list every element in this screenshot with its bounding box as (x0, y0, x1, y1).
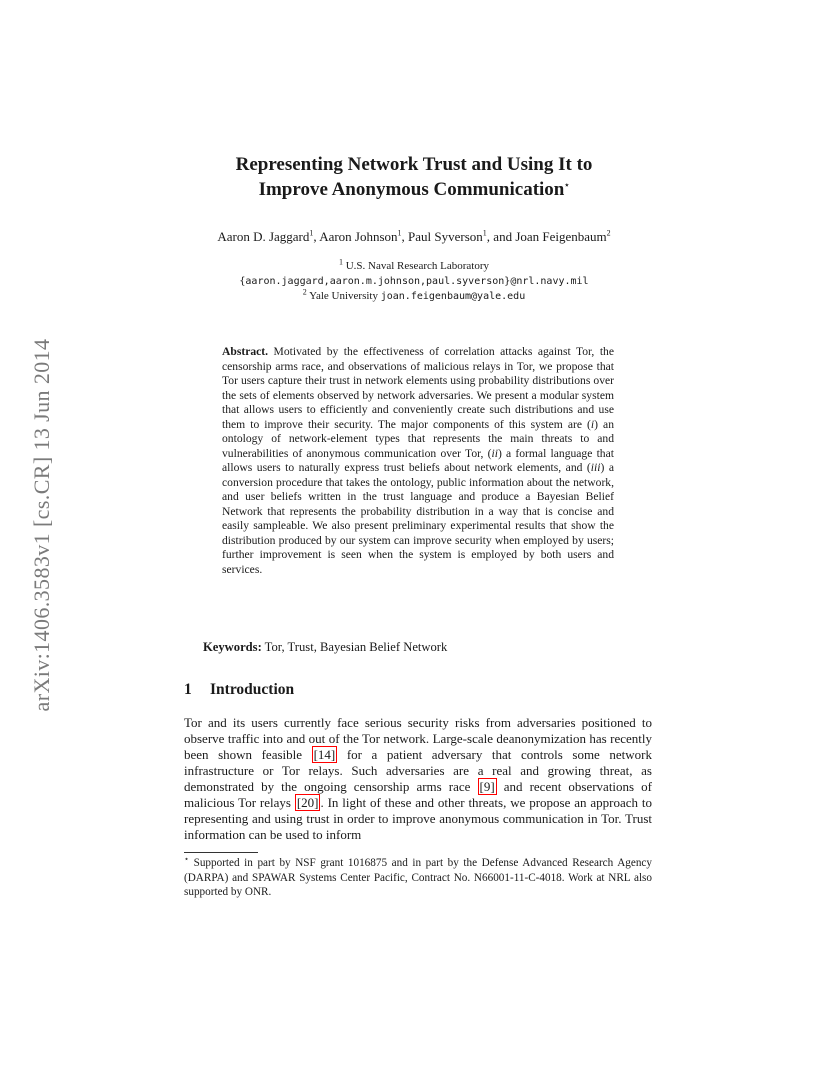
abstract-label: Abstract. (222, 345, 269, 358)
affiliation-number: 1 (338, 257, 343, 267)
author-affiliation: 1 (309, 228, 314, 238)
paper-title (0, 152, 828, 202)
body-text: and recent observations of malicious Tor relays (184, 779, 652, 810)
abstract-roman-numeral: i (590, 417, 595, 431)
affiliation-2-email: joan.feigenbaum@yale.edu (380, 291, 526, 302)
section-title: Introduction (210, 681, 295, 698)
affiliation-1-email: {aaron.jaggard,aaron.m.johnson,paul.syverson}@nrl.navy.mil (239, 276, 589, 287)
body-text: . In light of these and other threats, we propose an approach to representing and using trust in order to improve anonymous communication in Tor. Trust information can be used to inform (184, 795, 652, 842)
title-line-2: Improve Anonymous Communication⋆ (258, 179, 570, 200)
author-affiliation: 2 (606, 228, 611, 238)
citation-link[interactable]: [20] (296, 795, 319, 810)
citation-link[interactable]: [9] (479, 779, 495, 794)
abstract-text: ) a conversion procedure that takes the ontology, public information about the network, and user beliefs written in the trust language and produce a Bayesian Belief Network that represents the probability distribution in a way that is concise and easily sampleable. We also present preliminary experimental results that show the distribution produced by our system can improve security when employed by users; further improvement is seen when the system is employed by both users and services. (222, 461, 614, 576)
author-name: Aaron Johnson (319, 229, 398, 244)
affiliations (0, 259, 828, 304)
footnote-mark: ⋆ (184, 854, 190, 864)
author-list (0, 229, 828, 245)
author-name: Aaron D. Jaggard (217, 229, 310, 244)
abstract (222, 345, 614, 577)
abstract-roman-numeral: ii (491, 446, 498, 460)
arxiv-stamp: arXiv:1406.3583v1 [cs.CR] 13 Jun 2014 (29, 338, 54, 712)
body-text: for a patient adversary that controls some network infrastructure or Tor relays. Such adversaries are a real and growing threat, as demonstrated by the ongoing censorship arms race (184, 747, 652, 794)
citation-link[interactable]: [14] (313, 747, 336, 762)
title-footnote-mark: ⋆ (564, 180, 570, 190)
keywords (203, 640, 447, 655)
keywords-text: Tor, Trust, Bayesian Belief Network (261, 640, 448, 654)
affiliation-2 (0, 289, 828, 304)
keywords-label: Keywords: (203, 640, 262, 654)
section-heading (184, 681, 294, 699)
abstract-text: ) a formal language that allows users to naturally express trust beliefs about network elements, and ( (222, 446, 614, 474)
affiliation-number: 2 (302, 287, 307, 297)
body-text: Tor and its users currently face serious security risks from adversaries positioned to observe traffic into and out of the Tor network. Large-scale deanonymization has recently been shown feasible (184, 715, 652, 762)
intro-paragraph (184, 715, 652, 843)
affiliation-1 (0, 259, 828, 274)
footnote-divider (184, 852, 258, 853)
author-separator: , and (486, 229, 516, 244)
footnote (184, 856, 652, 900)
title-line-1: Representing Network Trust and Using It to (235, 154, 593, 175)
affiliation-name: Yale University (309, 290, 378, 302)
abstract-text: ) an ontology of network-element types that represents the main threats to and vulnerabilities of anonymous communication over Tor, ( (222, 417, 614, 460)
author-affiliation: 1 (482, 228, 487, 238)
author-separator: , (313, 229, 320, 244)
footnote-text: Supported in part by NSF grant 1016875 and in part by the Defense Advanced Research Agency (DARPA) and SPAWAR Systems Center Pacific, Contract No. N66001-11-C-4018. Work at NRL also supported by ONR. (184, 857, 652, 898)
author-name: Paul Syverson (408, 229, 483, 244)
affiliation-name: U.S. Naval Research Laboratory (345, 260, 489, 272)
author-separator: , (401, 229, 409, 244)
author-affiliation: 1 (397, 228, 402, 238)
author-name: Joan Feigenbaum (515, 229, 607, 244)
section-number: 1 (184, 681, 192, 698)
abstract-roman-numeral: iii (590, 461, 601, 474)
abstract-text: Motivated by the effectiveness of correlation attacks against Tor, the censorship arms race, and observations of malicious relays in Tor, we propose that Tor users capture their trust in network elements using probability distributions over the sets of elements observed by network adversaries. We present a modular system that allows users to efficiently and conveniently create such distributions and use them to improve their security. The major components of this system are ( (222, 345, 614, 431)
